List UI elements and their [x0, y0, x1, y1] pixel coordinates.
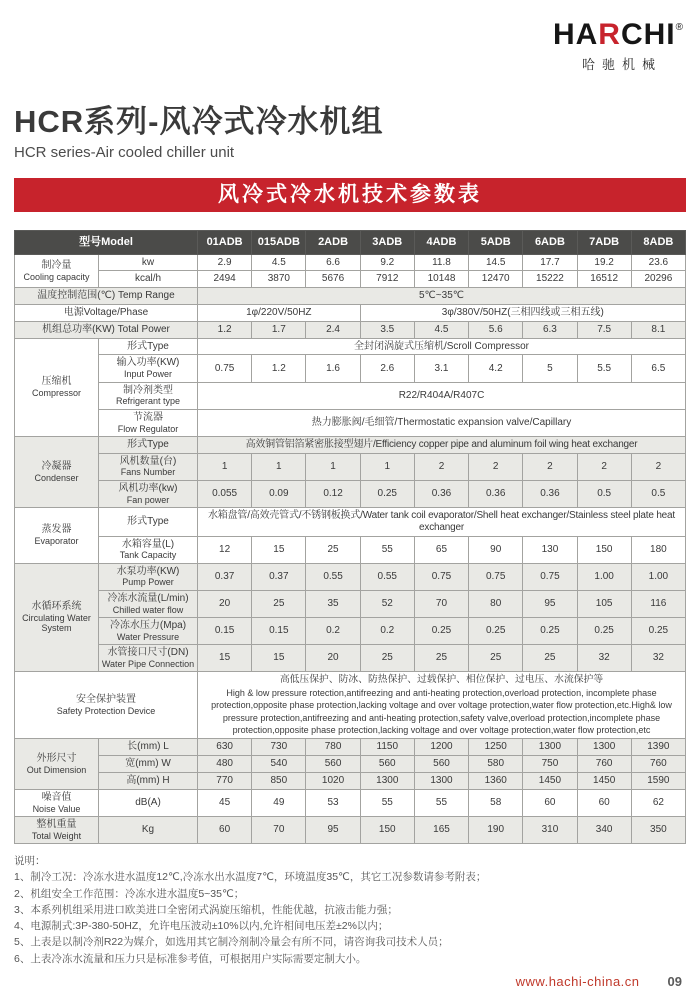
section-label-total-power: 机组总功率(KW) Total Power: [15, 321, 198, 338]
value-cell: 60: [523, 789, 577, 816]
table-row-condenser: [15, 453, 686, 480]
table-row-compressor: [15, 338, 686, 355]
value-cell: 6.5: [631, 355, 685, 382]
table-row-temp-range: [15, 288, 686, 305]
row-label: 冷冻水流量(L/min) Chilled water flow: [99, 590, 198, 617]
row-label: 宽(mm) W: [99, 756, 198, 773]
row-label: 风机功率(kw) Fan power: [99, 480, 198, 507]
row-label: 节流器 Flow Regulator: [99, 409, 198, 436]
row-label: 长(mm) L: [99, 739, 198, 756]
value-cell: 高效铜管铝箔紧密胀接型翅片/Efficiency copper pipe and aluminum foil wing heat exchanger: [198, 436, 686, 453]
safety-text-cell: 高低压保护、防冰、防热保护、过载保护、相位保护、过电压、水流保护等 High & low pressure rotection,antifreezing and anti-heating protection,overload protection, incomplete phase protection,opposite phase protection,lacking voltage and over voltage protection,water flow protection,etc.High& low pressure protection,antifreezing and anti-heating protection,safety valve,overload protection,incomplete phase protection,opposite phase protection,lacking voltage and over voltage protection,water flow protection,etc: [198, 672, 686, 739]
value-cell: 2494: [198, 271, 252, 288]
value-cell: 760: [577, 756, 631, 773]
value-cell: 0.75: [414, 563, 468, 590]
value-cell: 25: [414, 645, 468, 672]
harchi-logo: [553, 20, 684, 73]
value-cell: 1300: [577, 739, 631, 756]
value-cell: 35: [306, 590, 360, 617]
value-cell: 1: [360, 453, 414, 480]
value-cell: 15: [252, 645, 306, 672]
value-cell: 340: [577, 816, 631, 843]
value-cell: 水箱盘管/高效壳管式/不锈钢板换式/Water tank coil evaporator/Shell heat exchanger/Stainless steel plate heat exchanger: [198, 507, 686, 536]
value-cell: 3.1: [414, 355, 468, 382]
table-row-condenser: [15, 480, 686, 507]
value-cell: 8.1: [631, 321, 685, 338]
table-row-water-system: [15, 590, 686, 617]
model-header-label: 型号Model: [15, 230, 198, 254]
value-cell: 10148: [414, 271, 468, 288]
table-row-power-supply: [15, 305, 686, 322]
value-cell: 4.2: [469, 355, 523, 382]
value-cell: 95: [306, 816, 360, 843]
table-row-dimensions: [15, 756, 686, 773]
value-cell: 12470: [469, 271, 523, 288]
value-cell: 560: [306, 756, 360, 773]
value-cell: 190: [469, 816, 523, 843]
value-cell: 0.37: [198, 563, 252, 590]
value-cell: 23.6: [631, 254, 685, 271]
value-cell: 730: [252, 739, 306, 756]
spec-table: [14, 230, 686, 844]
table-row-cooling-capacity: [15, 271, 686, 288]
section-label-weight: 整机重量 Total Weight: [15, 816, 99, 843]
value-cell: 1.2: [198, 321, 252, 338]
value-cell: 2: [523, 453, 577, 480]
model-column-header: 2ADB: [306, 230, 360, 254]
page-footer: [516, 974, 682, 989]
value-cell: 25: [523, 645, 577, 672]
logo-chinese-name: 哈驰机械: [581, 57, 662, 72]
logo-wordmark: [553, 20, 684, 50]
table-row-water-system: [15, 563, 686, 590]
value-cell: 3870: [252, 271, 306, 288]
value-cell: 25: [252, 590, 306, 617]
value-cell: 90: [469, 536, 523, 563]
value-cell: 58: [469, 789, 523, 816]
value-cell: 0.25: [523, 617, 577, 644]
value-cell: 25: [469, 645, 523, 672]
value-cell: 1300: [414, 772, 468, 789]
value-cell: 150: [360, 816, 414, 843]
row-label: 形式Type: [99, 436, 198, 453]
model-column-header: 01ADB: [198, 230, 252, 254]
value-cell: 560: [414, 756, 468, 773]
value-cell: 0.36: [414, 480, 468, 507]
value-cell: 1020: [306, 772, 360, 789]
note-item-1: 1、制冷工况：冷冻水进水温度12℃,冷冻水出水温度7℃，环境温度35℃，其它工况参数请参考附表；: [14, 871, 487, 884]
value-cell: 0.55: [306, 563, 360, 590]
value-cell: 180: [631, 536, 685, 563]
value-cell: 62: [631, 789, 685, 816]
value-cell: 60: [577, 789, 631, 816]
value-cell: 1.00: [631, 563, 685, 590]
value-cell: 760: [631, 756, 685, 773]
value-cell: 0.2: [360, 617, 414, 644]
value-cell: 150: [577, 536, 631, 563]
value-cell: 6.6: [306, 254, 360, 271]
row-label: 水管接口尺寸(DN) Water Pipe Connection: [99, 645, 198, 672]
value-cell: 32: [577, 645, 631, 672]
value-cell: 65: [414, 536, 468, 563]
row-label: 高(mm) H: [99, 772, 198, 789]
value-cell: 1: [198, 453, 252, 480]
row-label: kcal/h: [99, 271, 198, 288]
value-cell: 1250: [469, 739, 523, 756]
value-cell: 580: [469, 756, 523, 773]
value-cell: 0.75: [198, 355, 252, 382]
value-cell: 165: [414, 816, 468, 843]
value-cell: 55: [360, 789, 414, 816]
value-cell: 0.25: [577, 617, 631, 644]
section-label-cooling-capacity: 制冷量 Cooling capacity: [15, 254, 99, 288]
value-cell: 0.15: [252, 617, 306, 644]
value-cell: 2: [469, 453, 523, 480]
value-cell: 780: [306, 739, 360, 756]
registered-trademark-icon: ®: [675, 22, 684, 33]
row-label: 水泵功率(KW) Pump Power: [99, 563, 198, 590]
value-cell: 6.3: [523, 321, 577, 338]
value-cell: 5: [523, 355, 577, 382]
value-cell: 7912: [360, 271, 414, 288]
value-cell: 15: [198, 645, 252, 672]
value-cell: 55: [414, 789, 468, 816]
note-item-4: 4、电源制式:3P-380-50HZ，允许电压波动±10%以内,允许相间电压差±2%以内；: [14, 920, 389, 933]
page-title: HCR系列-风冷式冷水机组: [14, 104, 384, 139]
table-row-evaporator: [15, 507, 686, 536]
page-number: 09: [667, 974, 682, 989]
value-cell: 2: [414, 453, 468, 480]
value-cell: 116: [631, 590, 685, 617]
value-cell: 7.5: [577, 321, 631, 338]
value-cell: 310: [523, 816, 577, 843]
table-row-safety: [15, 672, 686, 739]
model-column-header: 5ADB: [469, 230, 523, 254]
table-row-evaporator: [15, 536, 686, 563]
value-cell: 1: [252, 453, 306, 480]
value-cell: 0.37: [252, 563, 306, 590]
value-cell: R22/R404A/R407C: [198, 382, 686, 409]
value-cell: 0.055: [198, 480, 252, 507]
table-row-dimensions: [15, 739, 686, 756]
section-label-condenser: 冷凝器 Condenser: [15, 436, 99, 507]
value-cell: 850: [252, 772, 306, 789]
value-cell: 20: [198, 590, 252, 617]
section-label-dimensions: 外形尺寸 Out Dimension: [15, 739, 99, 789]
value-cell: 17.7: [523, 254, 577, 271]
value-cell: 25: [360, 645, 414, 672]
value-cell: 70: [414, 590, 468, 617]
value-cell: 0.25: [360, 480, 414, 507]
value-cell: 11.8: [414, 254, 468, 271]
value-cell: 0.36: [523, 480, 577, 507]
value-cell: 5676: [306, 271, 360, 288]
row-label: 输入功率(KW) Input Power: [99, 355, 198, 382]
value-cell: 1360: [469, 772, 523, 789]
logo-red-letter: R: [598, 18, 621, 51]
value-cell: 4.5: [414, 321, 468, 338]
value-cell: 0.2: [306, 617, 360, 644]
value-cell: 60: [198, 816, 252, 843]
row-label: 形式Type: [99, 507, 198, 536]
value-cell: 2.6: [360, 355, 414, 382]
value-cell: 2.4: [306, 321, 360, 338]
value-cell: 0.5: [577, 480, 631, 507]
value-cell: 0.09: [252, 480, 306, 507]
notes: [14, 853, 686, 967]
spec-table-body: [15, 230, 686, 843]
row-label: Kg: [99, 816, 198, 843]
value-cell: 1450: [577, 772, 631, 789]
table-row-compressor: [15, 382, 686, 409]
value-cell: 2: [631, 453, 685, 480]
value-cell: 4.5: [252, 254, 306, 271]
page-subtitle: HCR series-Air cooled chiller unit: [14, 143, 235, 161]
value-cell: 15222: [523, 271, 577, 288]
value-cell: 1: [306, 453, 360, 480]
table-row-compressor: [15, 355, 686, 382]
value-cell: 12: [198, 536, 252, 563]
logo-text-prefix: HA: [552, 18, 599, 51]
value-cell: 1150: [360, 739, 414, 756]
value-cell: 630: [198, 739, 252, 756]
value-cell: 80: [469, 590, 523, 617]
value-cell: 1.00: [577, 563, 631, 590]
table-row-cooling-capacity: [15, 254, 686, 271]
value-cell: 770: [198, 772, 252, 789]
section-label-evaporator: 蒸发器 Evaporator: [15, 507, 99, 563]
value-cell: 1φ/220V/50HZ: [198, 305, 361, 322]
value-cell: 0.5: [631, 480, 685, 507]
value-cell: 1300: [523, 739, 577, 756]
value-cell: 16512: [577, 271, 631, 288]
model-column-header: 4ADB: [414, 230, 468, 254]
section-banner: 风冷式冷水机技术参数表: [14, 178, 686, 212]
value-cell: 1.7: [252, 321, 306, 338]
value-cell: 2: [577, 453, 631, 480]
table-row-water-system: [15, 617, 686, 644]
model-column-header: 8ADB: [631, 230, 685, 254]
section-label-power-supply: 电源Voltage/Phase: [15, 305, 198, 322]
value-cell: 32: [631, 645, 685, 672]
value-cell: 2.9: [198, 254, 252, 271]
value-cell: 1200: [414, 739, 468, 756]
table-row-dimensions: [15, 772, 686, 789]
section-label-temp-range: 温度控制范围(℃) Temp Range: [15, 288, 198, 305]
model-column-header: 6ADB: [523, 230, 577, 254]
value-cell: 750: [523, 756, 577, 773]
value-cell: 9.2: [360, 254, 414, 271]
value-cell: 15: [252, 536, 306, 563]
row-label: 风机数量(台) Fans Number: [99, 453, 198, 480]
model-header-row: [15, 230, 686, 254]
value-cell: 0.75: [469, 563, 523, 590]
value-cell: 45: [198, 789, 252, 816]
value-cell: 1590: [631, 772, 685, 789]
row-label: 制冷剂类型 Refrigerant type: [99, 382, 198, 409]
table-row-condenser: [15, 436, 686, 453]
note-item-6: 6、上表冷冻水流量和压力只是标准参考值，可根据用户实际需要定制大小。: [14, 952, 367, 965]
row-label: kw: [99, 254, 198, 271]
value-cell: 55: [360, 536, 414, 563]
section-label-safety: 安全保护装置 Safety Protection Device: [15, 672, 198, 739]
table-row-water-system: [15, 645, 686, 672]
website-url: www.hachi-china.cn: [515, 974, 640, 989]
logo-text-suffix: CHI: [620, 18, 676, 51]
section-label-water-system: 水循环系统 Circulating Water System: [15, 563, 99, 672]
value-cell: 1300: [360, 772, 414, 789]
value-cell: 20296: [631, 271, 685, 288]
table-row-total-power: [15, 321, 686, 338]
value-cell: 70: [252, 816, 306, 843]
row-label: 冷冻水压力(Mpa) Water Pressure: [99, 617, 198, 644]
value-cell: 0.15: [198, 617, 252, 644]
value-cell: 1.2: [252, 355, 306, 382]
value-cell: 0.25: [631, 617, 685, 644]
value-cell: 0.55: [360, 563, 414, 590]
value-cell: 全封闭涡旋式压缩机/Scroll Compressor: [198, 338, 686, 355]
value-cell: 53: [306, 789, 360, 816]
row-label: 形式Type: [99, 338, 198, 355]
value-cell: 0.25: [469, 617, 523, 644]
value-cell: 540: [252, 756, 306, 773]
note-item-2: 2、机组安全工作范围：冷冻水进水温度5~35℃；: [14, 887, 245, 900]
value-cell: 0.12: [306, 480, 360, 507]
value-cell: 3.5: [360, 321, 414, 338]
value-cell: 25: [306, 536, 360, 563]
value-cell: 480: [198, 756, 252, 773]
value-cell: 5℃~35℃: [198, 288, 686, 305]
row-label: dB(A): [99, 789, 198, 816]
value-cell: 0.25: [414, 617, 468, 644]
value-cell: 105: [577, 590, 631, 617]
value-cell: 1.6: [306, 355, 360, 382]
note-item-3: 3、本系列机组采用进口欧美进口全密闭式涡旋压缩机，性能优越，抗液击能力强；: [14, 903, 398, 916]
section-label-noise: 噪音值 Noise Value: [15, 789, 99, 816]
note-item-5: 5、上表是以制冷剂R22为媒介，如选用其它制冷剂制冷量会有所不同，请咨询我司技术人员；: [14, 936, 449, 949]
section-label-compressor: 压缩机 Compressor: [15, 338, 99, 436]
value-cell: 5.5: [577, 355, 631, 382]
value-cell: 1390: [631, 739, 685, 756]
row-label: 水箱容量(L) Tank Capacity: [99, 536, 198, 563]
value-cell: 热力膨胀阀/毛细管/Thermostatic expansion valve/Capillary: [198, 409, 686, 436]
value-cell: 20: [306, 645, 360, 672]
value-cell: 52: [360, 590, 414, 617]
value-cell: 130: [523, 536, 577, 563]
value-cell: 350: [631, 816, 685, 843]
table-row-weight: [15, 816, 686, 843]
value-cell: 3φ/380V/50HZ(三相四线或三相五线): [360, 305, 685, 322]
value-cell: 14.5: [469, 254, 523, 271]
table-row-compressor: [15, 409, 686, 436]
value-cell: 19.2: [577, 254, 631, 271]
value-cell: 0.75: [523, 563, 577, 590]
value-cell: 49: [252, 789, 306, 816]
value-cell: 560: [360, 756, 414, 773]
table-row-noise: [15, 789, 686, 816]
value-cell: 5.6: [469, 321, 523, 338]
value-cell: 1450: [523, 772, 577, 789]
model-column-header: 015ADB: [252, 230, 306, 254]
model-column-header: 3ADB: [360, 230, 414, 254]
value-cell: 95: [523, 590, 577, 617]
notes-title: 说明：: [14, 855, 46, 868]
model-column-header: 7ADB: [577, 230, 631, 254]
value-cell: 0.36: [469, 480, 523, 507]
